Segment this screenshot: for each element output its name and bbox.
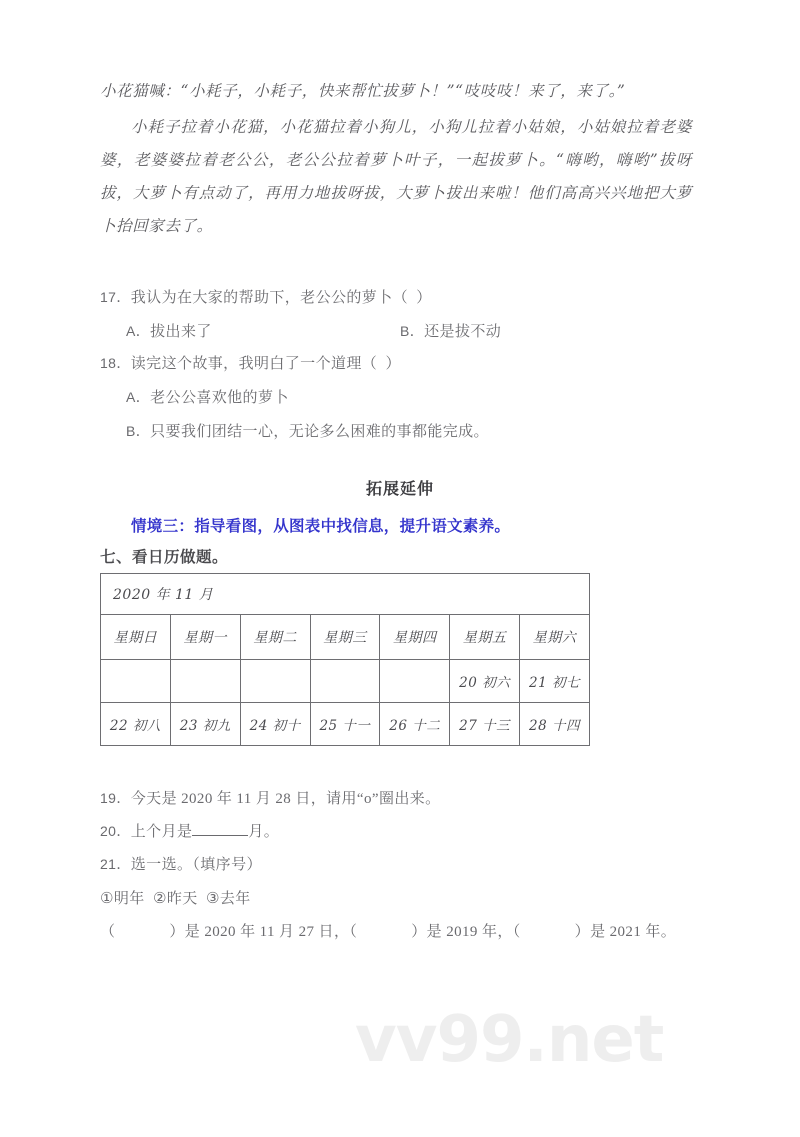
section-seven-title: 七、看日历做题。 xyxy=(100,549,229,566)
choice-marker-1[interactable]: ① xyxy=(100,889,114,907)
question-18-option-a-label[interactable]: A． xyxy=(126,389,151,405)
question-21 xyxy=(100,848,692,949)
question-18-option-a xyxy=(100,381,692,415)
question-18-number: 18． xyxy=(100,355,131,371)
question-19-text: 今天是 2020 年 11 月 28 日，请用“o”圈出来。 xyxy=(130,791,441,807)
choice-label-2[interactable]: 昨天 xyxy=(166,891,198,907)
calendar-weekday-saturday: 星期六 xyxy=(520,615,590,660)
calendar-cell[interactable]: 21 初七 xyxy=(520,660,590,703)
passage-paragraph-2: 小耗子拉着小花猫，小花猫拉着小狗儿，小狗儿拉着小姑娘，小姑娘拉着老婆婆，老婆婆拉着老公公，老公公拉着萝卜叶子，一起拔萝卜。“嗨哟，嗨哟”拔呀拔，大萝卜有点动了，再用力地拔呀拔，大萝卜拔出来啦！他们高高兴兴地把大萝卜抬回家去了。 xyxy=(100,118,692,235)
calendar-weekday-row xyxy=(101,615,590,660)
question-18 xyxy=(100,347,692,449)
question-19-line xyxy=(100,782,692,816)
calendar-cell[interactable] xyxy=(170,660,240,703)
choice-marker-3[interactable]: ③ xyxy=(205,889,220,907)
calendar-cell[interactable] xyxy=(380,660,450,703)
calendar-title: 2020 年 11 月 xyxy=(101,574,590,615)
question-21-choices xyxy=(100,882,692,916)
extension-heading: 拓展延伸 xyxy=(365,481,434,498)
question-17-stem-line xyxy=(100,281,692,315)
choice-label-3[interactable]: 去年 xyxy=(219,891,251,907)
calendar-weekday-tuesday: 星期二 xyxy=(240,615,310,660)
reading-passage xyxy=(100,75,692,246)
calendar-cell[interactable]: 27 十三 xyxy=(450,703,520,746)
question-17-option-b-text[interactable]: 还是拔不动 xyxy=(424,324,502,340)
scenario-note: 情境三：指导看图，从图表中找信息，提升语文素养。 xyxy=(131,518,511,535)
site-watermark: vv99.net xyxy=(355,1003,664,1077)
question-17-number: 17． xyxy=(100,289,131,305)
question-20 xyxy=(100,815,692,849)
question-21-number: 21． xyxy=(100,856,131,872)
calendar-weekday-sunday: 星期日 xyxy=(101,615,171,660)
calendar-weekday-monday: 星期一 xyxy=(170,615,240,660)
calendar-weekday-friday: 星期五 xyxy=(450,615,520,660)
question-20-text-after: 月。 xyxy=(248,824,280,840)
calendar-cell[interactable]: 22 初八 xyxy=(101,703,171,746)
fill-segment-3: ）是 2021 年。 xyxy=(574,924,677,940)
question-17-option-a-label[interactable]: A． xyxy=(126,323,151,339)
fill-segment-2: ）是 2019 年，（ xyxy=(411,924,521,940)
question-21-stem-line xyxy=(100,848,692,882)
passage-paragraph-1: 小花猫喊：“小耗子，小耗子，快来帮忙拔萝卜！”“吱吱吱！来了，来了。” xyxy=(100,82,626,100)
calendar-weekday-thursday: 星期四 xyxy=(380,615,450,660)
calendar-title-row xyxy=(101,574,590,615)
question-18-option-b xyxy=(100,415,692,449)
question-17-option-b-label[interactable]: B． xyxy=(400,323,425,339)
question-18-option-b-text[interactable]: 只要我们团结一心，无论多么困难的事都能完成。 xyxy=(150,424,489,440)
calendar-cell[interactable]: 24 初十 xyxy=(240,703,310,746)
calendar-cell[interactable] xyxy=(310,660,380,703)
calendar-week-row-2 xyxy=(101,703,590,746)
question-19 xyxy=(100,782,692,816)
question-20-answer-blank[interactable] xyxy=(192,822,248,836)
choice-gap xyxy=(198,891,206,907)
question-20-text-before: 上个月是 xyxy=(130,824,193,840)
question-17-option-b xyxy=(400,315,501,349)
calendar-cell[interactable]: 23 初九 xyxy=(170,703,240,746)
question-17-options xyxy=(100,315,692,349)
calendar-cell[interactable] xyxy=(101,660,171,703)
question-20-line xyxy=(100,815,692,849)
question-18-option-a-text[interactable]: 老公公喜欢他的萝卜 xyxy=(150,390,289,406)
calendar-cell[interactable]: 20 初六 xyxy=(450,660,520,703)
choice-gap xyxy=(145,891,153,907)
calendar-cell[interactable]: 28 十四 xyxy=(520,703,590,746)
question-19-number: 19． xyxy=(100,790,131,806)
question-17 xyxy=(100,281,692,349)
question-18-stem-line xyxy=(100,347,692,381)
question-21-stem: 选一选。（填序号） xyxy=(130,857,262,873)
calendar-cell[interactable]: 26 十二 xyxy=(380,703,450,746)
question-18-stem: 读完这个故事，我明白了一个道理（ ） xyxy=(130,356,401,372)
calendar-cell[interactable] xyxy=(240,660,310,703)
question-21-fill-line xyxy=(100,916,692,949)
question-17-option-a-text[interactable]: 拔出来了 xyxy=(150,324,212,340)
calendar-week-row-1 xyxy=(101,660,590,703)
fill-segment-1: ）是 2020 年 11 月 27 日，（ xyxy=(169,924,358,940)
choice-label-1[interactable]: 明年 xyxy=(113,891,145,907)
calendar-cell[interactable]: 25 十一 xyxy=(310,703,380,746)
question-17-stem: 我认为在大家的帮助下，老公公的萝卜（ ） xyxy=(130,290,432,306)
open-paren-1: （ xyxy=(100,924,116,940)
calendar-weekday-wednesday: 星期三 xyxy=(310,615,380,660)
choice-marker-2[interactable]: ② xyxy=(152,889,167,907)
question-18-option-b-label[interactable]: B． xyxy=(126,423,151,439)
calendar-table xyxy=(100,573,590,746)
question-20-number: 20． xyxy=(100,823,131,839)
